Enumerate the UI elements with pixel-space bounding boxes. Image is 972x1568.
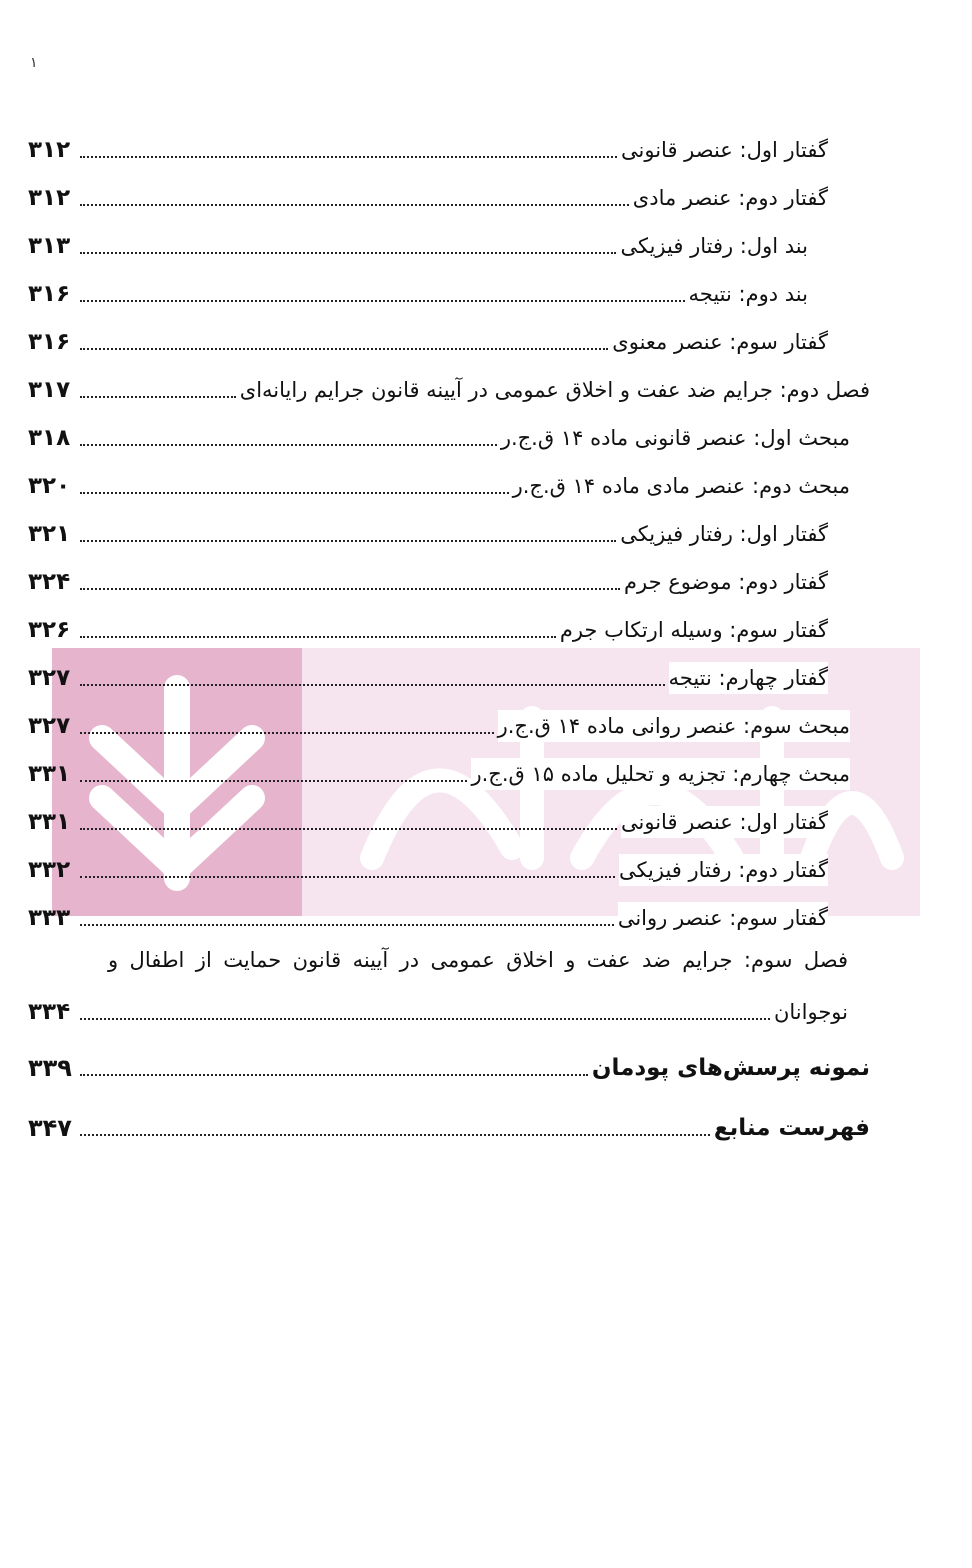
toc-entry-title: گفتار اول: عنصر قانونی [621, 134, 828, 166]
toc-entry-title: فهرست منابع [714, 1112, 870, 1144]
table-of-contents [28, 118, 870, 1144]
toc-entry-title: بند اول: رفتار فیزیکی [620, 230, 808, 262]
dot-leader [80, 636, 556, 638]
dot-leader [80, 684, 665, 686]
toc-entry [28, 310, 870, 358]
toc-entry-page-number: ۳۳۴ [28, 999, 71, 1025]
dot-leader [80, 780, 467, 782]
toc-entry-page-number: ۳۳۹ [28, 1054, 72, 1082]
toc-entry-page-number: ۳۳۲ [28, 857, 71, 883]
toc-entry [28, 502, 870, 550]
toc-entry-title: گفتار سوم: عنصر معنوی [612, 326, 828, 358]
toc-entry [28, 1038, 870, 1084]
toc-entry-page-number: ۳۲۱ [28, 521, 71, 547]
toc-entry [28, 980, 870, 1028]
toc-entry [28, 742, 870, 790]
toc-entry-title: نوجوانان [774, 996, 848, 1028]
toc-entry [28, 406, 870, 454]
dot-leader [80, 732, 494, 734]
dot-leader [80, 1018, 770, 1020]
toc-entry-page-number: ۳۳۳ [28, 905, 71, 931]
toc-entry [28, 694, 870, 742]
toc-entry [28, 454, 870, 502]
toc-entry [28, 838, 870, 886]
toc-entry-title: گفتار سوم: وسیله ارتکاب جرم [560, 614, 828, 646]
toc-entry-page-number: ۳۱۸ [28, 425, 71, 451]
dot-leader [80, 588, 620, 590]
toc-entry-page-number: ۳۱۷ [28, 377, 71, 403]
toc-entry-title: گفتار سوم: عنصر روانی [618, 902, 828, 934]
toc-entry-page-number: ۳۱۶ [28, 281, 71, 307]
toc-entry-page-number: ۳۲۷ [28, 713, 71, 739]
dot-leader [80, 924, 614, 926]
toc-entry [28, 118, 870, 166]
toc-entry-title: گفتار اول: رفتار فیزیکی [620, 518, 828, 550]
toc-entry-title: مبحث سوم: عنصر روانی ماده ۱۴ ق.ج.ر [498, 710, 850, 742]
toc-entry-title: گفتار دوم: رفتار فیزیکی [619, 854, 828, 886]
toc-entry [28, 886, 870, 934]
toc-entry-multiline [28, 934, 870, 1030]
toc-entry-title: گفتار دوم: عنصر مادی [633, 182, 828, 214]
toc-entry [28, 790, 870, 838]
dot-leader [80, 396, 236, 398]
toc-entry-title: بند دوم: نتیجه [689, 278, 808, 310]
toc-entry [28, 646, 870, 694]
toc-entry-page-number: ۳۲۷ [28, 665, 71, 691]
toc-entry [28, 598, 870, 646]
dot-leader [80, 300, 685, 302]
dot-leader [80, 876, 615, 878]
toc-entry-page-number: ۳۲۴ [28, 569, 71, 595]
toc-entry [28, 550, 870, 598]
dot-leader [80, 444, 497, 446]
dot-leader [80, 1134, 710, 1136]
toc-entry-page-number: ۳۳۱ [28, 761, 71, 787]
toc-entry-title: نمونه پرسش‌های پودمان [592, 1052, 870, 1084]
toc-entry-title: گفتار چهارم: نتیجه [669, 662, 828, 694]
toc-entry-page-number: ۳۱۲ [28, 137, 71, 163]
dot-leader [80, 348, 608, 350]
toc-entry-page-number: ۳۱۶ [28, 329, 71, 355]
dot-leader [80, 540, 616, 542]
toc-entry-title: گفتار اول: عنصر قانونی [621, 806, 828, 838]
toc-entry-page-number: ۳۲۶ [28, 617, 71, 643]
toc-entry-title: گفتار دوم: موضوع جرم [624, 566, 828, 598]
dot-leader [80, 828, 617, 830]
toc-entry-page-number: ۳۱۳ [28, 233, 71, 259]
toc-entry [28, 166, 870, 214]
toc-entry [28, 358, 870, 406]
toc-entry-title: فصل دوم: جرایم ضد عفت و اخلاق عمومی در آیینه قانون جرایم رایانه‌ای [240, 374, 870, 406]
dot-leader [80, 492, 509, 494]
toc-entry [28, 1098, 870, 1144]
toc-entry [28, 262, 870, 310]
dot-leader [80, 252, 616, 254]
toc-entry-title-line1: فصل سوم: جرایم ضد عفت و اخلاق عمومی در آیینه قانون حمایت از اطفال و [108, 948, 848, 972]
toc-entry-page-number: ۳۳۱ [28, 809, 71, 835]
dot-leader [80, 1074, 588, 1076]
toc-entry-page-number: ۳۴۷ [28, 1114, 72, 1142]
toc-entry-title: مبحث اول: عنصر قانونی ماده ۱۴ ق.ج.ر [501, 422, 850, 454]
page-corner-mark: ۱ [30, 55, 38, 71]
toc-entry-page-number: ۳۲۰ [28, 473, 71, 499]
toc-entry-page-number: ۳۱۲ [28, 185, 71, 211]
dot-leader [80, 204, 629, 206]
toc-entry-title: مبحث دوم: عنصر مادی ماده ۱۴ ق.ج.ر [513, 470, 850, 502]
toc-entry [28, 214, 870, 262]
toc-entry-title: مبحث چهارم: تجزیه و تحلیل ماده ۱۵ ق.ج.ر [471, 758, 850, 790]
dot-leader [80, 156, 617, 158]
